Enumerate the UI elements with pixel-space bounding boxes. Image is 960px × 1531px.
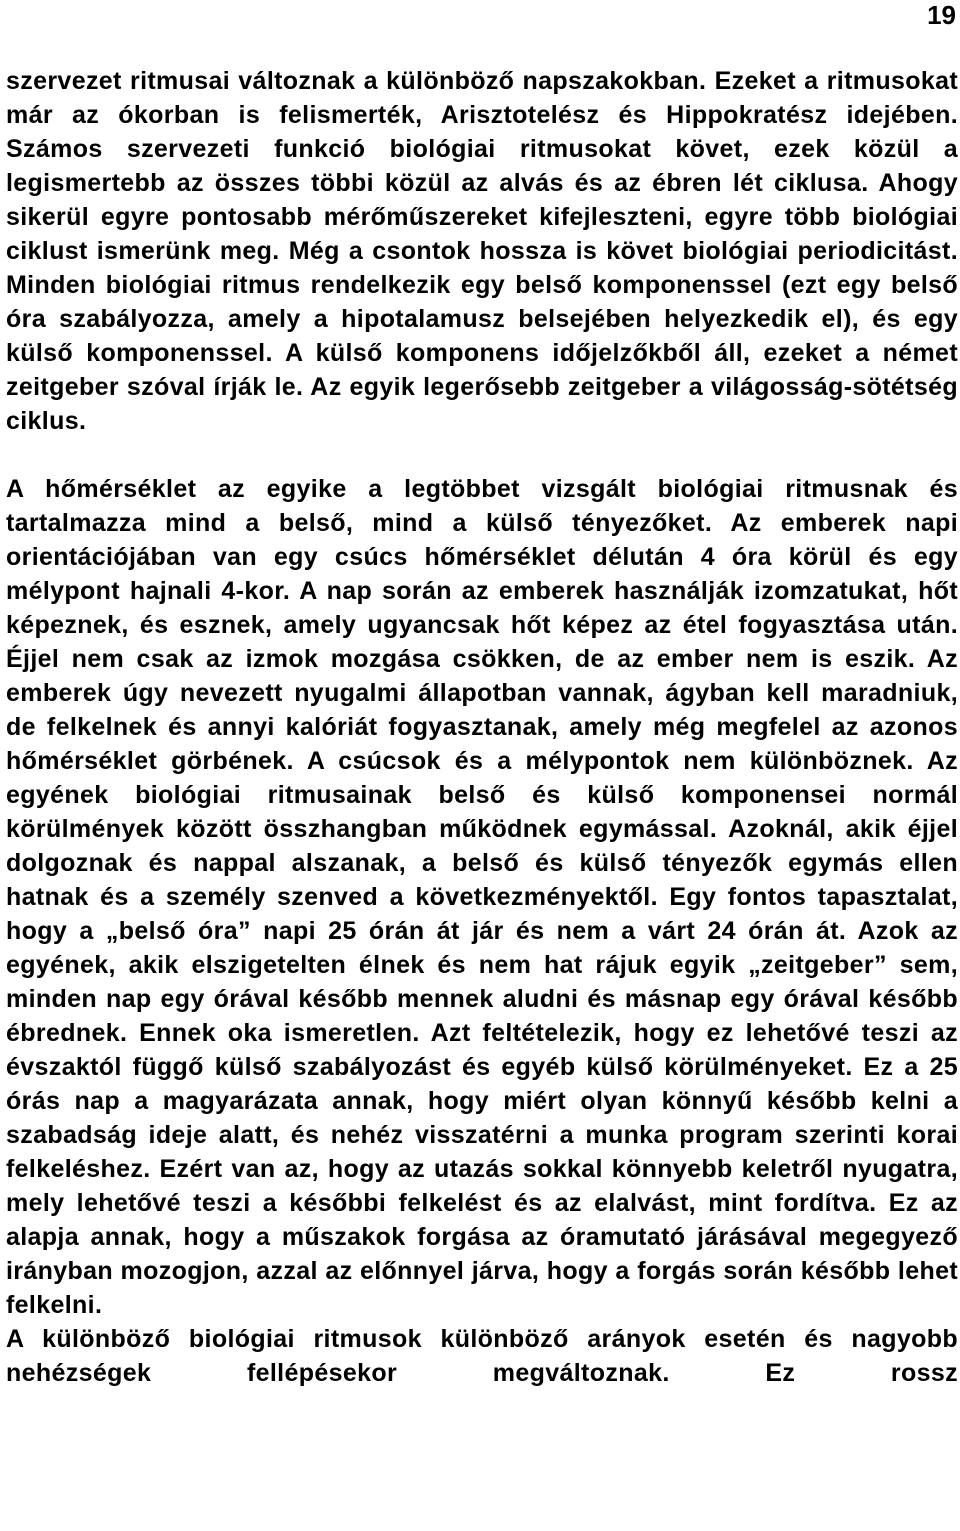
page-number: 19 — [927, 0, 956, 30]
document-body — [6, 64, 958, 1390]
paragraph: A hőmérséklet az egyike a legtöbbet vizsgált biológiai ritmusnak és tartalmazza mind a belső, mind a külső tényezőket. Az emberek napi orientációjában van egy csúcs hőmérséklet délután 4 óra körül és egy mélypont hajnali 4-kor. A nap során az emberek használják izomzatukat, hőt képeznek, és esznek, amely ugyancsak hőt képez az étel fogyasztása után. Éjjel nem csak az izmok mozgása csökken, de az ember nem is eszik. Az emberek úgy nevezett nyugalmi állapotban vannak, ágyban kell maradniuk, de felkelnek és annyi kalóriát fogyasztanak, amely még megfelel az azonos hőmérséklet görbének. A csúcsok és a mélypontok nem különböznek. Az egyének biológiai ritmusainak belső és külső komponensei normál körülmények között összhangban működnek egymással. Azoknál, akik éjjel dolgoznak és nappal alszanak, a belső és külső tényezők egymás ellen hatnak és a személy szenved a következményektől. Egy fontos tapasztalat, hogy a „belső óra” napi 25 órán át jár és nem a várt 24 órán át. Azok az egyének, akik elszigetelten élnek és nem hat rájuk egyik „zeitgeber” sem, minden nap egy órával később mennek aludni és másnap egy órával később ébrednek. Ennek oka ismeretlen. Azt feltételezik, hogy ez lehetővé teszi az évszaktól függő külső szabályozást és egyéb külső körülményeket. Ez a 25 órás nap a magyarázata annak, hogy miért olyan könnyű később kelni a szabadság ideje alatt, és nehéz visszatérni a munka program szerinti korai felkeléshez. Ezért van az, hogy az utazás sokkal könnyebb keletről nyugatra, mely lehetővé teszi a későbbi felkelést és az elalvást, mint fordítva. Ez az alapja annak, hogy a műszakok forgása az óramutató járásával megegyező irányban mozogjon, azzal az előnnyel járva, hogy a forgás során később lehet felkelni. — [6, 475, 958, 1319]
paragraph: A különböző biológiai ritmusok különböző arányok esetén és nagyobb nehézségek fellépésekor megváltoznak. Ez rossz — [6, 1325, 958, 1387]
paragraph: szervezet ritmusai változnak a különböző napszakokban. Ezeket a ritmusokat már az ókorban is felismerték, Arisztotelész és Hippokratész idejében. Számos szervezeti funkció biológiai ritmusokat követ, ezek közül a legismertebb az összes többi közül az alvás és az ébren lét ciklusa. Ahogy sikerül egyre pontosabb mérőműszereket kifejleszteni, egyre több biológiai ciklust ismerünk meg. Még a csontok hossza is követ biológiai periodicitást. Minden biológiai ritmus rendelkezik egy belső komponenssel (ezt egy belső óra szabályozza, amely a hipotalamusz belsejében helyezkedik el), és egy külső komponenssel. A külső komponens időjelzőkből áll, ezeket a német zeitgeber szóval írják le. Az egyik legerősebb zeitgeber a világosság-sötétség ciklus. — [6, 67, 958, 435]
